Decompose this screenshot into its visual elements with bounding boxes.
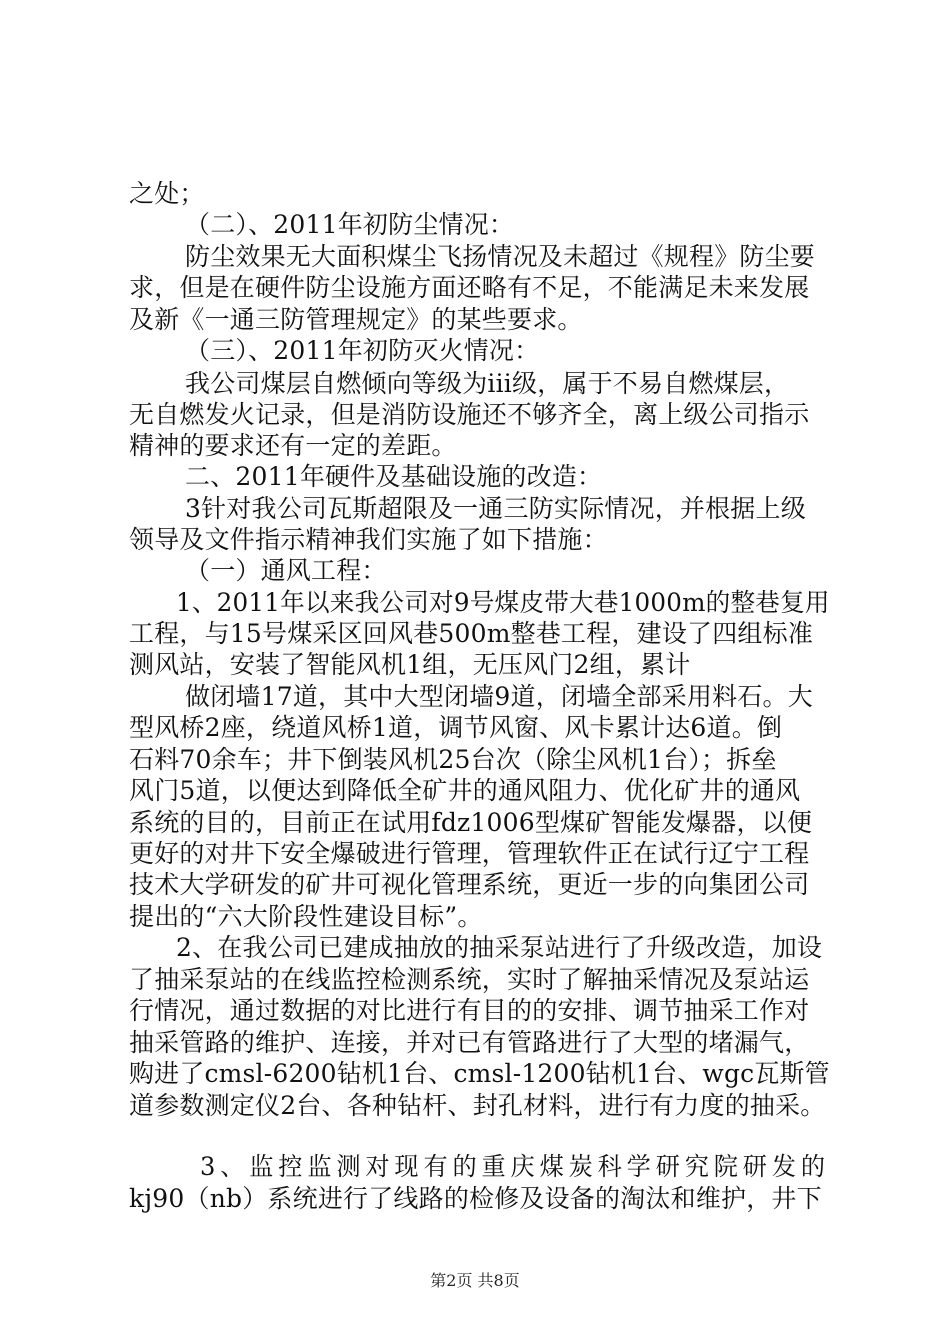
text-line: 2、在我公司已建成抽放的抽采泵站进行了升级改造，加设 xyxy=(176,933,823,962)
section-heading: （二）、2011年初防尘情况： xyxy=(185,210,515,239)
text-line: 求，但是在硬件防尘设施方面还略有不足，不能满足未来发展 xyxy=(129,273,810,302)
text-line: 领导及文件指示精神我们实施了如下措施： xyxy=(129,525,608,554)
text-line: 型风桥2座，绕道风桥1道，调节风窗、风卡累计达6道。倒 xyxy=(129,713,783,742)
text-line: 及新《一通三防管理规定》的某些要求。 xyxy=(129,305,583,334)
section-heading: （一）通风工程： xyxy=(185,556,387,585)
text-line: 抽采管路的维护、连接，并对已有管路进行了大型的堵漏气， xyxy=(129,1028,810,1057)
text-line: kj90（nb）系统进行了线路的检修及设备的淘汰和维护，井下 xyxy=(129,1184,822,1213)
text-line: 石料70余车；井下倒装风机25台次（除尘风机1台）；拆垒 xyxy=(129,745,777,774)
text-line: 提出的“六大阶段性建设目标”。 xyxy=(129,902,483,931)
text-line: 购进了cmsl-6200钻机1台、cmsl-1200钻机1台、wgc瓦斯管 xyxy=(129,1059,830,1088)
text-line: 无自燃发火记录，但是消防设施还不够齐全，离上级公司指示 xyxy=(129,400,810,429)
text-line: 工程，与15号煤采区回风巷500m整巷工程，建设了四组标准 xyxy=(129,619,814,648)
text-line: 风门5道，以便达到降低全矿井的通风阻力、优化矿井的通风 xyxy=(129,776,801,805)
text-line: 之处； xyxy=(129,179,205,208)
text-line: 1、2011年以来我公司对9号煤皮带大巷1000m的整巷复用 xyxy=(176,588,830,617)
text-line: 做闭墙17道，其中大型闭墙9道，闭墙全部采用料石。大 xyxy=(185,682,813,711)
text-line: 技术大学研发的矿井可视化管理系统，更近一步的向集团公司 xyxy=(129,870,810,899)
text-line: 防尘效果无大面积煤尘飞扬情况及未超过《规程》防尘要 xyxy=(185,242,816,271)
text-line: 3针对我公司瓦斯超限及一通三防实际情况，并根据上级 xyxy=(185,494,806,523)
text-line: 测风站，安装了智能风机1组，无压风门2组，累计 xyxy=(129,650,691,679)
page-number-footer: 第2页 共8页 xyxy=(430,1271,520,1290)
text-line: 3、监控监测对现有的重庆煤炭科学研究院研发的 xyxy=(200,1152,830,1181)
section-heading: 二、2011年硬件及基础设施的改造： xyxy=(185,462,603,491)
section-heading: （三）、2011年初防灭火情况： xyxy=(185,336,540,365)
text-line: 行情况，通过数据的对比进行有目的的安排、调节抽采工作对 xyxy=(129,996,810,1025)
text-line: 道参数测定仪2台、各种钻杆、封孔材料，进行有力度的抽采。 xyxy=(129,1091,826,1120)
text-line: 精神的要求还有一定的差距。 xyxy=(129,431,457,460)
text-line: 了抽采泵站的在线监控检测系统，实时了解抽采情况及泵站运 xyxy=(129,965,810,994)
text-line: 系统的目的，目前正在试用fdz1006型煤矿智能发爆器，以便 xyxy=(129,808,813,837)
text-line: 更好的对井下安全爆破进行管理，管理软件正在试行辽宁工程 xyxy=(129,839,810,868)
text-line: 我公司煤层自燃倾向等级为iii级，属于不易自燃煤层， xyxy=(185,369,790,398)
